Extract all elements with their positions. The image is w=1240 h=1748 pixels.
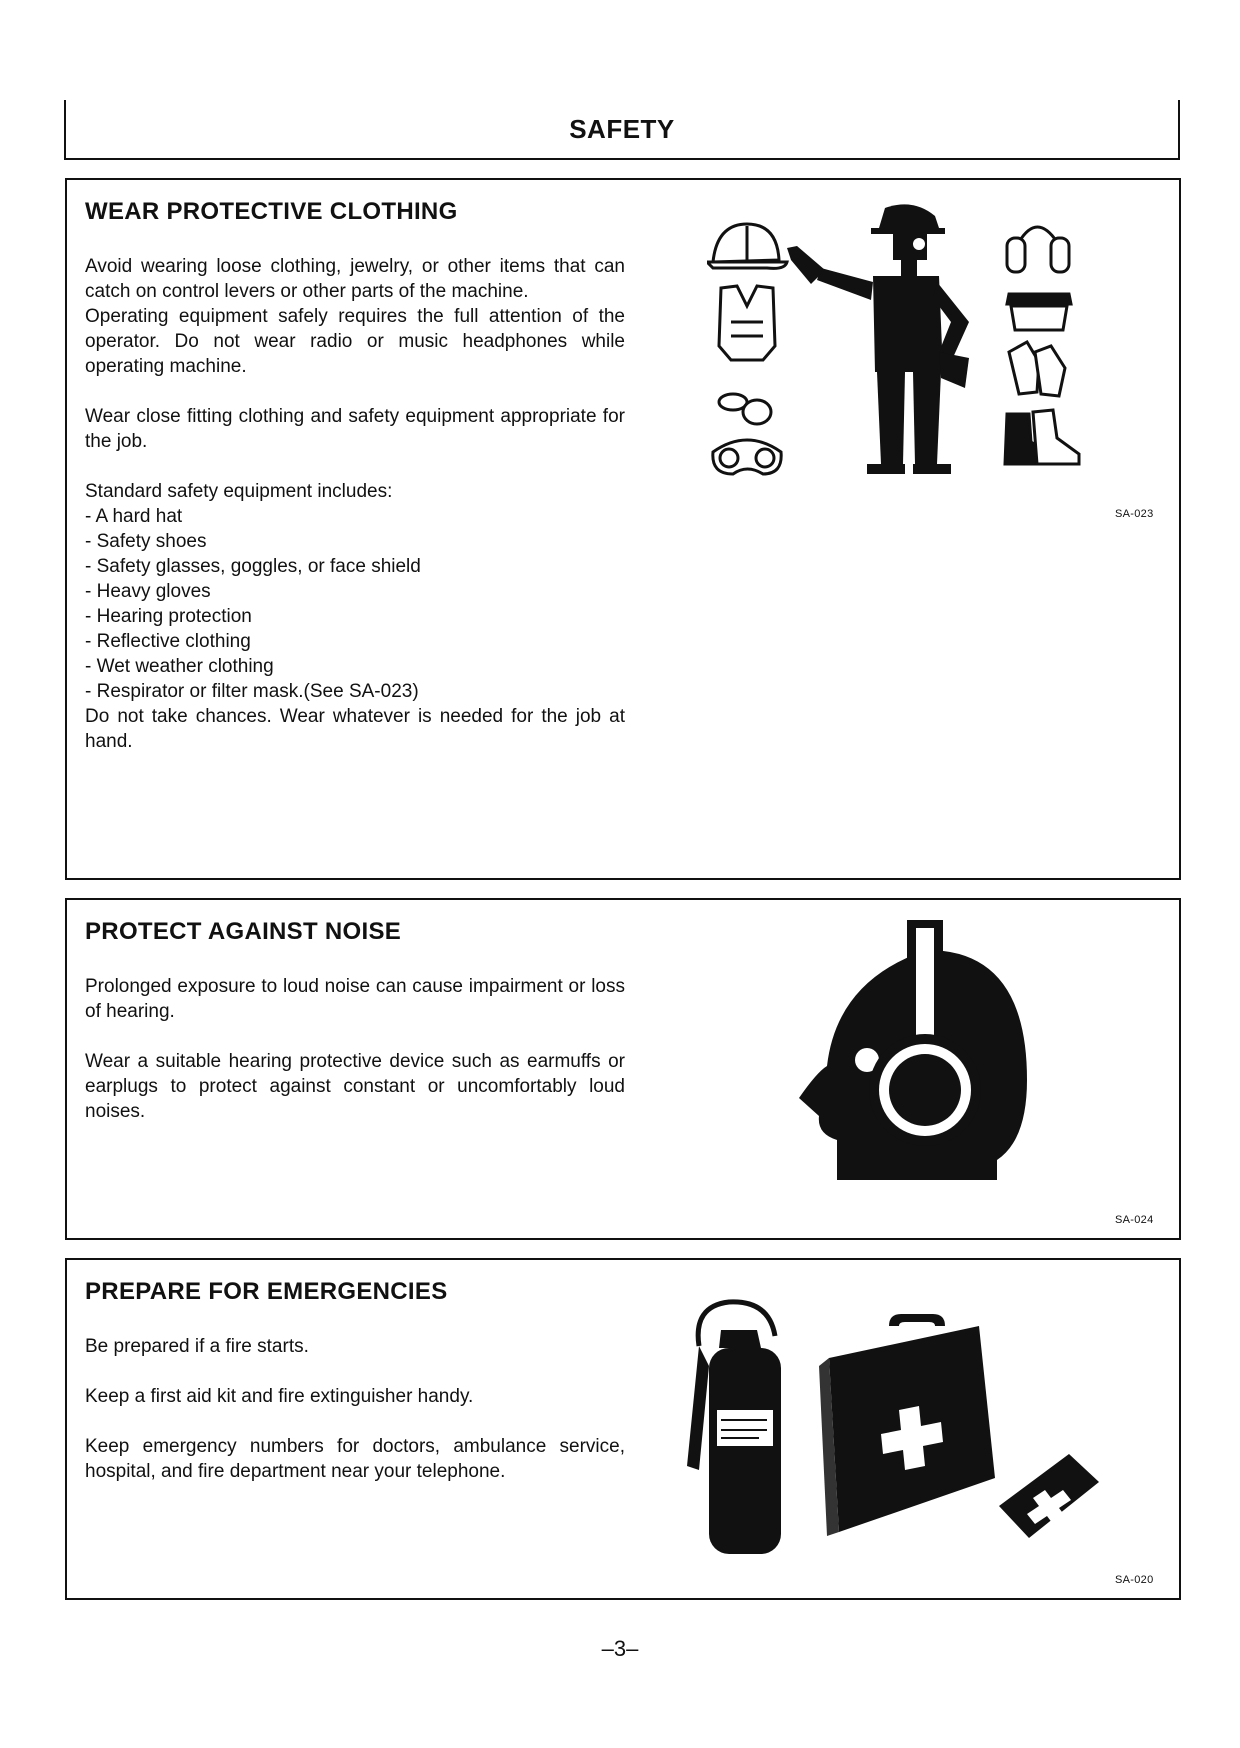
list-item: - Safety glasses, goggles, or face shield [85, 556, 421, 577]
list-item: - Reflective clothing [85, 631, 251, 652]
section-protect-against-noise [65, 898, 1181, 1240]
list-intro: Standard safety equipment includes: [85, 481, 393, 502]
list-item: - Heavy gloves [85, 581, 211, 602]
figure-code: SA-020 [1115, 1574, 1154, 1586]
paragraph: Keep emergency numbers for doctors, ambulance service, hospital, and fire department near your telephone. [85, 1436, 625, 1482]
fire-extinguisher-icon [687, 1302, 781, 1554]
worker-figure-icon [787, 204, 969, 474]
figure-code: SA-024 [1115, 1214, 1154, 1226]
safety-shoes-icon [1005, 410, 1079, 464]
paragraph: Wear close fitting clothing and safety equipment appropriate for the job. [85, 406, 625, 452]
figure-code: SA-023 [1115, 508, 1154, 520]
page-title: SAFETY [569, 114, 675, 144]
earmuffs-icon [1007, 227, 1069, 272]
ear-plugs-icon [719, 394, 771, 424]
small-first-aid-box-icon [999, 1454, 1099, 1538]
section-title: WEAR PROTECTIVE CLOTHING [85, 198, 458, 225]
section-title: PREPARE FOR EMERGENCIES [85, 1278, 448, 1305]
goggles-icon [713, 440, 781, 474]
list-item: - Respirator or filter mask.(See SA-023) [85, 681, 419, 702]
gloves-icon [1009, 342, 1065, 396]
paragraph: Be prepared if a fire starts. [85, 1336, 309, 1357]
list-item: - Safety shoes [85, 531, 207, 552]
face-shield-icon [1007, 294, 1071, 330]
list-item: - Hearing protection [85, 606, 252, 627]
paragraph: Avoid wearing loose clothing, jewelry, or other items that can catch on control levers or other parts of the machine. [85, 256, 625, 302]
section-body [85, 974, 625, 1149]
list-item: - A hard hat [85, 506, 183, 527]
page-header [64, 100, 1180, 160]
paragraph: Operating equipment safely requires the full attention of the operator. Do not wear radio or music headphones while operating machine. [85, 306, 625, 377]
vest-icon [719, 286, 775, 360]
first-aid-kit-icon [819, 1314, 995, 1536]
paragraph: Keep a first aid kit and fire extinguisher handy. [85, 1386, 474, 1407]
closing-paragraph: Do not take chances. Wear whatever is needed for the job at hand. [85, 706, 625, 752]
section-body [85, 1334, 625, 1509]
head-with-earmuffs-illustration [777, 920, 1077, 1210]
section-title: PROTECT AGAINST NOISE [85, 918, 402, 945]
section-wear-protective-clothing [65, 178, 1181, 880]
paragraph: Wear a suitable hearing protective device such as earmuffs or earplugs to protect against constant or uncomfortably loud noises. [85, 1051, 625, 1122]
emergency-equipment-illustration [679, 1286, 1119, 1566]
paragraph: Prolonged exposure to loud noise can cause impairment or loss of hearing. [85, 976, 625, 1022]
protective-equipment-illustration [707, 202, 1207, 492]
equipment-list [85, 504, 625, 704]
list-item: - Wet weather clothing [85, 656, 274, 677]
section-prepare-for-emergencies [65, 1258, 1181, 1600]
section-body [85, 254, 625, 779]
hard-hat-icon [707, 224, 787, 268]
page-number: –3– [601, 1636, 639, 1661]
